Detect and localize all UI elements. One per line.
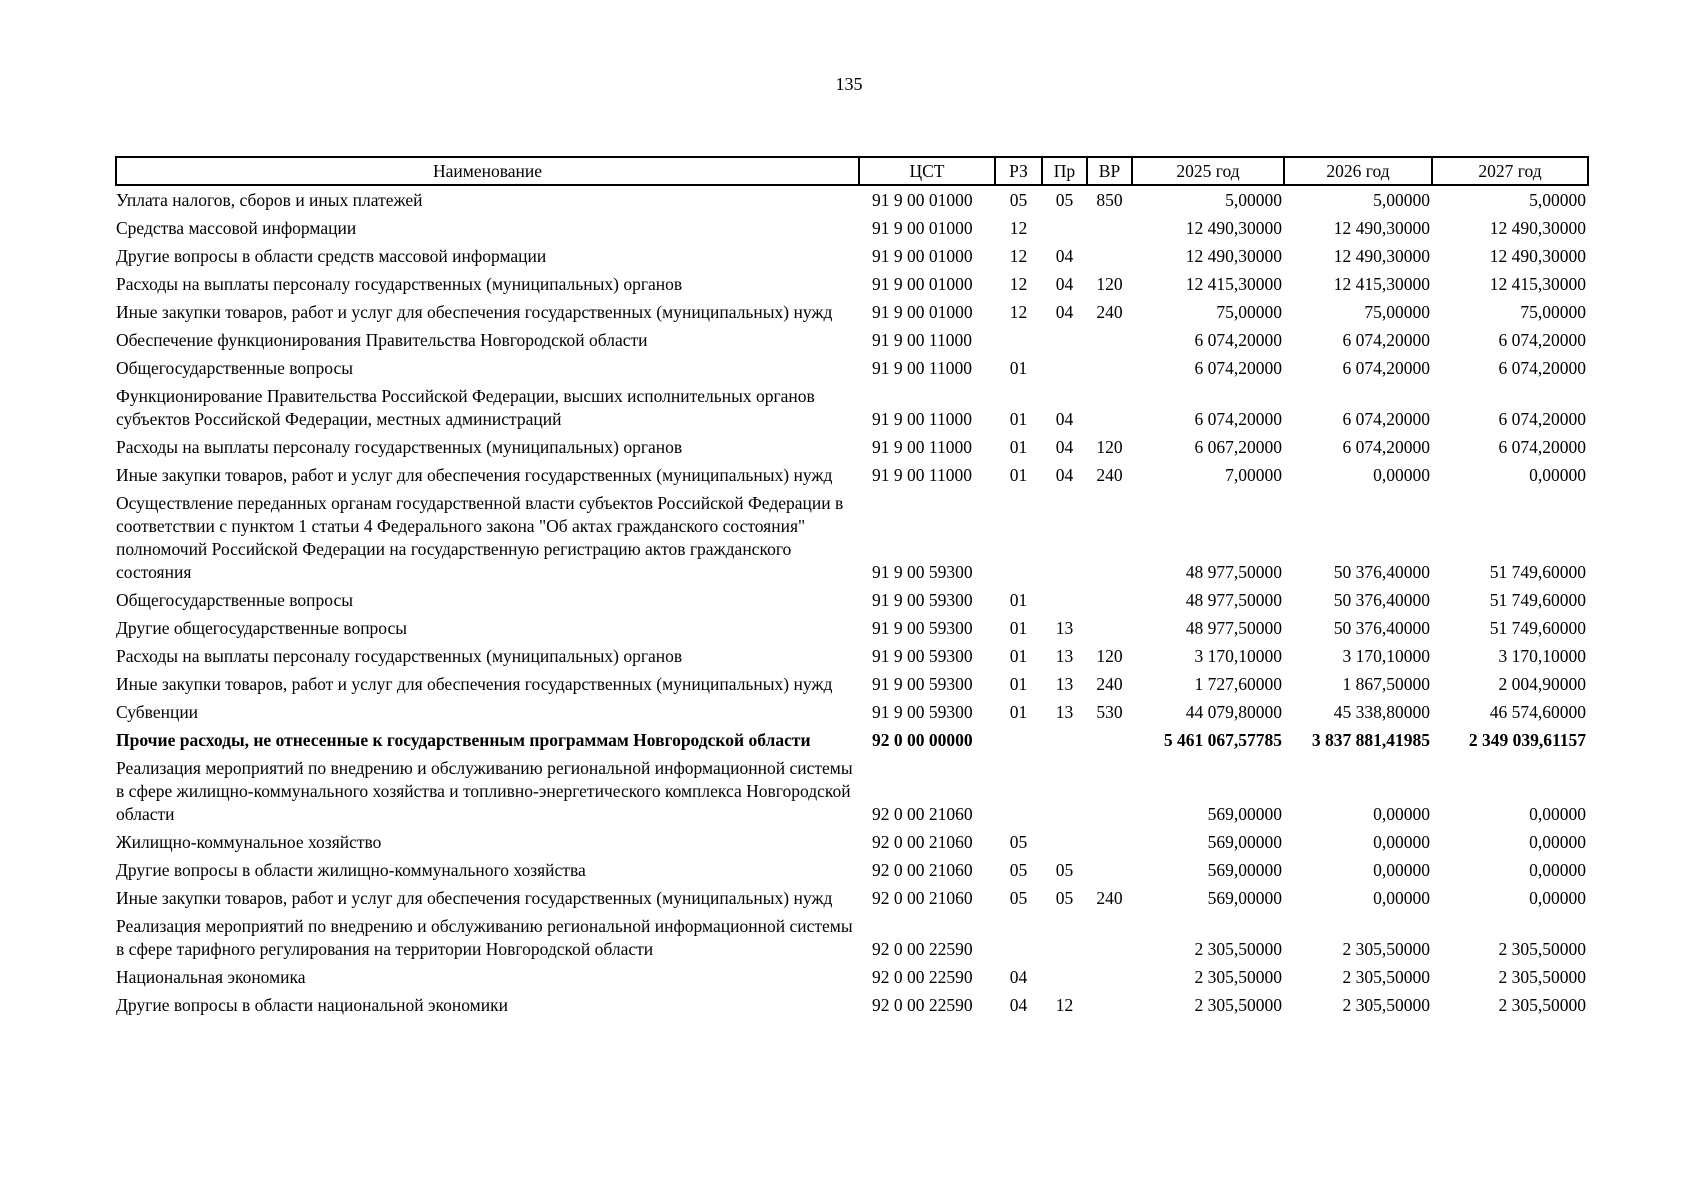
cell-2026: 12 415,30000 [1333, 274, 1430, 294]
cell-2027: 2 305,50000 [1498, 939, 1586, 959]
cell-pr: 04 [1055, 409, 1074, 429]
cell-vr [1087, 991, 1132, 1019]
cell-pr [1042, 754, 1087, 828]
cell-cst: 91 9 00 01000 [872, 302, 973, 322]
cell-2025: 12 415,30000 [1185, 274, 1282, 294]
header-cst: ЦСТ [859, 157, 995, 185]
cell-cst: 91 9 00 59300 [872, 562, 973, 582]
cell-vr: 120 [1096, 437, 1123, 457]
table-row [116, 642, 1588, 670]
cell-name: Общегосударственные вопросы [116, 590, 354, 610]
cell-2025: 569,00000 [1207, 832, 1282, 852]
header-2025: 2025 год [1132, 157, 1284, 185]
cell-rz: 04 [1009, 995, 1028, 1015]
cell-2026: 50 376,40000 [1333, 618, 1430, 638]
cell-2025: 44 079,80000 [1185, 702, 1282, 722]
cell-2027: 0,00000 [1529, 888, 1586, 908]
cell-name: Реализация мероприятий по внедрению и обслуживанию региональной информационной системы в сфере жилищно-коммунального хозяйства и топливно-энергетического комплекса Новгородской области [116, 758, 853, 824]
cell-2026: 75,00000 [1364, 302, 1430, 322]
cell-pr: 04 [1055, 437, 1074, 457]
cell-pr [1042, 214, 1087, 242]
table-row [116, 489, 1588, 586]
table-row [116, 298, 1588, 326]
cell-2025: 569,00000 [1207, 860, 1282, 880]
cell-rz [995, 754, 1042, 828]
cell-2025: 48 977,50000 [1185, 590, 1282, 610]
cell-vr: 240 [1096, 674, 1123, 694]
cell-name: Иные закупки товаров, работ и услуг для обеспечения государственных (муниципальных) нужд [116, 465, 833, 485]
cell-vr [1087, 586, 1132, 614]
cell-2026: 2 305,50000 [1342, 967, 1430, 987]
header-pr: Пр [1042, 157, 1087, 185]
cell-pr [1042, 912, 1087, 963]
cell-pr [1042, 326, 1087, 354]
cell-pr: 04 [1055, 465, 1074, 485]
cell-2027: 3 170,10000 [1498, 646, 1586, 666]
cell-rz: 12 [1009, 218, 1028, 238]
cell-2025: 75,00000 [1216, 302, 1282, 322]
cell-2025: 48 977,50000 [1185, 562, 1282, 582]
cell-rz: 12 [1009, 274, 1028, 294]
cell-vr [1087, 828, 1132, 856]
table-row [116, 214, 1588, 242]
cell-2027: 2 349 039,61157 [1468, 730, 1586, 750]
cell-cst: 91 9 00 59300 [872, 618, 973, 638]
cell-cst: 92 0 00 00000 [872, 730, 973, 750]
header-2027: 2027 год [1432, 157, 1588, 185]
cell-2025: 2 305,50000 [1194, 995, 1282, 1015]
cell-rz: 05 [1009, 860, 1028, 880]
cell-name: Национальная экономика [116, 967, 306, 987]
cell-pr [1042, 963, 1087, 991]
cell-2025: 569,00000 [1207, 888, 1282, 908]
cell-cst: 91 9 00 11000 [872, 409, 972, 429]
cell-2025: 6 074,20000 [1194, 330, 1282, 350]
cell-vr: 850 [1096, 190, 1123, 210]
cell-pr [1042, 828, 1087, 856]
cell-vr [1087, 489, 1132, 586]
cell-2027: 75,00000 [1520, 302, 1586, 322]
cell-2026: 12 490,30000 [1333, 246, 1430, 266]
table-row [116, 382, 1588, 433]
cell-cst: 91 9 00 01000 [872, 218, 973, 238]
cell-2025: 1 727,60000 [1194, 674, 1282, 694]
cell-name: Расходы на выплаты персоналу государственных (муниципальных) органов [116, 646, 683, 666]
table-row [116, 912, 1588, 963]
page-number: 135 [835, 74, 863, 94]
cell-2025: 12 490,30000 [1185, 218, 1282, 238]
cell-rz: 12 [1009, 246, 1028, 266]
cell-name: Прочие расходы, не отнесенные к государственным программам Новгородской области [116, 730, 811, 750]
cell-name: Средства массовой информации [116, 218, 357, 238]
cell-name: Субвенции [116, 702, 199, 722]
cell-cst: 91 9 00 59300 [872, 646, 973, 666]
cell-rz: 01 [1009, 409, 1028, 429]
cell-2027: 12 490,30000 [1489, 246, 1586, 266]
cell-2025: 6 074,20000 [1194, 358, 1282, 378]
cell-pr: 12 [1055, 995, 1074, 1015]
cell-cst: 91 9 00 01000 [872, 190, 973, 210]
cell-cst: 91 9 00 11000 [872, 437, 972, 457]
cell-2025: 2 305,50000 [1194, 967, 1282, 987]
header-vr: ВР [1087, 157, 1132, 185]
cell-2025: 12 490,30000 [1185, 246, 1282, 266]
cell-2026: 2 305,50000 [1342, 939, 1430, 959]
cell-name: Расходы на выплаты персоналу государственных (муниципальных) органов [116, 437, 683, 457]
cell-name: Обеспечение функционирования Правительства Новгородской области [116, 330, 648, 350]
table-row [116, 670, 1588, 698]
cell-pr [1042, 726, 1087, 754]
cell-name: Жилищно-коммунальное хозяйство [116, 832, 382, 852]
table-row [116, 326, 1588, 354]
cell-pr: 13 [1055, 702, 1074, 722]
cell-pr: 04 [1055, 274, 1074, 294]
cell-rz [995, 489, 1042, 586]
cell-2026: 0,00000 [1373, 804, 1430, 824]
cell-2027: 0,00000 [1529, 832, 1586, 852]
cell-vr [1087, 214, 1132, 242]
cell-name: Осуществление переданных органам государственной власти субъектов Российской Федерации в соответствии с пунктом 1 статьи 4 Федерального закона "Об актах гражданского состояния" полномочий Российской Федерации на государственную регистрацию актов гражданского состояния [116, 493, 844, 582]
cell-rz: 01 [1009, 358, 1028, 378]
cell-name: Общегосударственные вопросы [116, 358, 354, 378]
table-body [116, 185, 1588, 1019]
cell-pr [1042, 489, 1087, 586]
cell-2025: 5,00000 [1225, 190, 1282, 210]
cell-rz: 05 [1009, 888, 1028, 908]
table-row [116, 586, 1588, 614]
cell-2027: 12 490,30000 [1489, 218, 1586, 238]
cell-2027: 5,00000 [1529, 190, 1586, 210]
table-row [116, 185, 1588, 214]
cell-2026: 50 376,40000 [1333, 562, 1430, 582]
cell-rz [995, 326, 1042, 354]
table-row [116, 270, 1588, 298]
cell-2027: 51 749,60000 [1489, 618, 1586, 638]
cell-cst: 91 9 00 59300 [872, 674, 973, 694]
cell-vr: 530 [1096, 702, 1123, 722]
cell-2027: 51 749,60000 [1489, 590, 1586, 610]
cell-2027: 6 074,20000 [1498, 437, 1586, 457]
cell-2025: 3 170,10000 [1194, 646, 1282, 666]
cell-2027: 46 574,60000 [1489, 702, 1586, 722]
cell-2026: 6 074,20000 [1342, 437, 1430, 457]
cell-vr [1087, 754, 1132, 828]
cell-2026: 5,00000 [1373, 190, 1430, 210]
cell-vr: 120 [1096, 646, 1123, 666]
cell-2026: 1 867,50000 [1342, 674, 1430, 694]
header-name: Наименование [116, 157, 859, 185]
cell-2025: 6 074,20000 [1194, 409, 1282, 429]
cell-2025: 5 461 067,57785 [1163, 730, 1282, 750]
cell-name: Реализация мероприятий по внедрению и обслуживанию региональной информационной системы в сфере тарифного регулирования на территории Новгородской области [116, 916, 853, 959]
cell-2027: 0,00000 [1529, 860, 1586, 880]
cell-2026: 3 837 881,41985 [1311, 730, 1430, 750]
cell-rz: 12 [1009, 302, 1028, 322]
cell-vr: 240 [1096, 302, 1123, 322]
cell-cst: 91 9 00 59300 [872, 590, 973, 610]
cell-vr: 120 [1096, 274, 1123, 294]
cell-2027: 6 074,20000 [1498, 330, 1586, 350]
cell-2027: 2 004,90000 [1498, 674, 1586, 694]
cell-vr [1087, 382, 1132, 433]
cell-vr [1087, 354, 1132, 382]
cell-pr: 13 [1055, 674, 1074, 694]
cell-cst: 91 9 00 11000 [872, 330, 972, 350]
cell-2027: 0,00000 [1529, 465, 1586, 485]
table-row [116, 726, 1588, 754]
table-row [116, 828, 1588, 856]
table-row [116, 242, 1588, 270]
cell-pr: 13 [1055, 618, 1074, 638]
cell-vr: 240 [1096, 888, 1123, 908]
cell-2027: 12 415,30000 [1489, 274, 1586, 294]
header-rz: РЗ [995, 157, 1042, 185]
cell-cst: 92 0 00 22590 [872, 967, 973, 987]
cell-rz: 01 [1009, 590, 1028, 610]
cell-vr: 240 [1096, 465, 1123, 485]
cell-2026: 50 376,40000 [1333, 590, 1430, 610]
cell-2026: 3 170,10000 [1342, 646, 1430, 666]
table-row [116, 461, 1588, 489]
cell-2026: 6 074,20000 [1342, 409, 1430, 429]
cell-2026: 0,00000 [1373, 465, 1430, 485]
table-row [116, 698, 1588, 726]
cell-cst: 92 0 00 22590 [872, 995, 973, 1015]
cell-2025: 7,00000 [1225, 465, 1282, 485]
cell-2026: 2 305,50000 [1342, 995, 1430, 1015]
cell-rz [995, 726, 1042, 754]
cell-rz: 04 [1009, 967, 1028, 987]
table-row [116, 884, 1588, 912]
cell-2027: 6 074,20000 [1498, 358, 1586, 378]
header-2026: 2026 год [1284, 157, 1432, 185]
cell-2025: 48 977,50000 [1185, 618, 1282, 638]
cell-2025: 569,00000 [1207, 804, 1282, 824]
cell-2025: 2 305,50000 [1194, 939, 1282, 959]
cell-pr [1042, 354, 1087, 382]
cell-name: Иные закупки товаров, работ и услуг для обеспечения государственных (муниципальных) нужд [116, 302, 833, 322]
cell-pr: 13 [1055, 646, 1074, 666]
cell-pr: 05 [1055, 888, 1074, 908]
table-row [116, 991, 1588, 1019]
cell-2026: 6 074,20000 [1342, 358, 1430, 378]
cell-vr [1087, 912, 1132, 963]
cell-cst: 92 0 00 21060 [872, 804, 973, 824]
cell-vr [1087, 614, 1132, 642]
cell-vr [1087, 326, 1132, 354]
budget-table [115, 156, 1589, 1019]
cell-cst: 91 9 00 01000 [872, 274, 973, 294]
cell-cst: 92 0 00 21060 [872, 888, 973, 908]
cell-vr [1087, 242, 1132, 270]
cell-2026: 6 074,20000 [1342, 330, 1430, 350]
cell-rz: 01 [1009, 437, 1028, 457]
table-row [116, 963, 1588, 991]
cell-pr: 05 [1055, 860, 1074, 880]
cell-2025: 6 067,20000 [1194, 437, 1282, 457]
cell-vr [1087, 726, 1132, 754]
cell-pr [1042, 586, 1087, 614]
cell-rz: 01 [1009, 465, 1028, 485]
cell-2026: 0,00000 [1373, 832, 1430, 852]
cell-rz: 05 [1009, 832, 1028, 852]
cell-2026: 12 490,30000 [1333, 218, 1430, 238]
cell-name: Расходы на выплаты персоналу государственных (муниципальных) органов [116, 274, 683, 294]
cell-name: Другие общегосударственные вопросы [116, 618, 408, 638]
cell-rz: 05 [1009, 190, 1028, 210]
cell-2027: 6 074,20000 [1498, 409, 1586, 429]
cell-rz: 01 [1009, 646, 1028, 666]
table-row [116, 754, 1588, 828]
cell-name: Иные закупки товаров, работ и услуг для обеспечения государственных (муниципальных) нужд [116, 674, 833, 694]
cell-pr: 05 [1055, 190, 1074, 210]
cell-2027: 51 749,60000 [1489, 562, 1586, 582]
cell-name: Функционирование Правительства Российской Федерации, высших исполнительных органов субъектов Российской Федерации, местных администраций [116, 386, 815, 429]
cell-cst: 91 9 00 01000 [872, 246, 973, 266]
cell-2027: 0,00000 [1529, 804, 1586, 824]
table-header [116, 157, 1588, 185]
cell-name: Другие вопросы в области национальной экономики [116, 995, 508, 1015]
cell-cst: 92 0 00 21060 [872, 832, 973, 852]
cell-vr [1087, 856, 1132, 884]
cell-pr: 04 [1055, 302, 1074, 322]
cell-cst: 92 0 00 21060 [872, 860, 973, 880]
cell-pr: 04 [1055, 246, 1074, 266]
cell-2026: 0,00000 [1373, 888, 1430, 908]
cell-vr [1087, 963, 1132, 991]
cell-cst: 91 9 00 59300 [872, 702, 973, 722]
cell-cst: 91 9 00 11000 [872, 358, 972, 378]
cell-name: Другие вопросы в области жилищно-коммунального хозяйства [116, 860, 586, 880]
cell-name: Другие вопросы в области средств массовой информации [116, 246, 547, 266]
cell-rz: 01 [1009, 618, 1028, 638]
cell-2027: 2 305,50000 [1498, 995, 1586, 1015]
cell-rz: 01 [1009, 702, 1028, 722]
cell-2026: 0,00000 [1373, 860, 1430, 880]
table-row [116, 614, 1588, 642]
cell-name: Иные закупки товаров, работ и услуг для обеспечения государственных (муниципальных) нужд [116, 888, 833, 908]
cell-2026: 45 338,80000 [1333, 702, 1430, 722]
cell-2027: 2 305,50000 [1498, 967, 1586, 987]
cell-cst: 91 9 00 11000 [872, 465, 972, 485]
table-row [116, 433, 1588, 461]
table-row [116, 856, 1588, 884]
cell-rz: 01 [1009, 674, 1028, 694]
cell-rz [995, 912, 1042, 963]
cell-name: Уплата налогов, сборов и иных платежей [116, 190, 423, 210]
cell-cst: 92 0 00 22590 [872, 939, 973, 959]
table-row [116, 354, 1588, 382]
